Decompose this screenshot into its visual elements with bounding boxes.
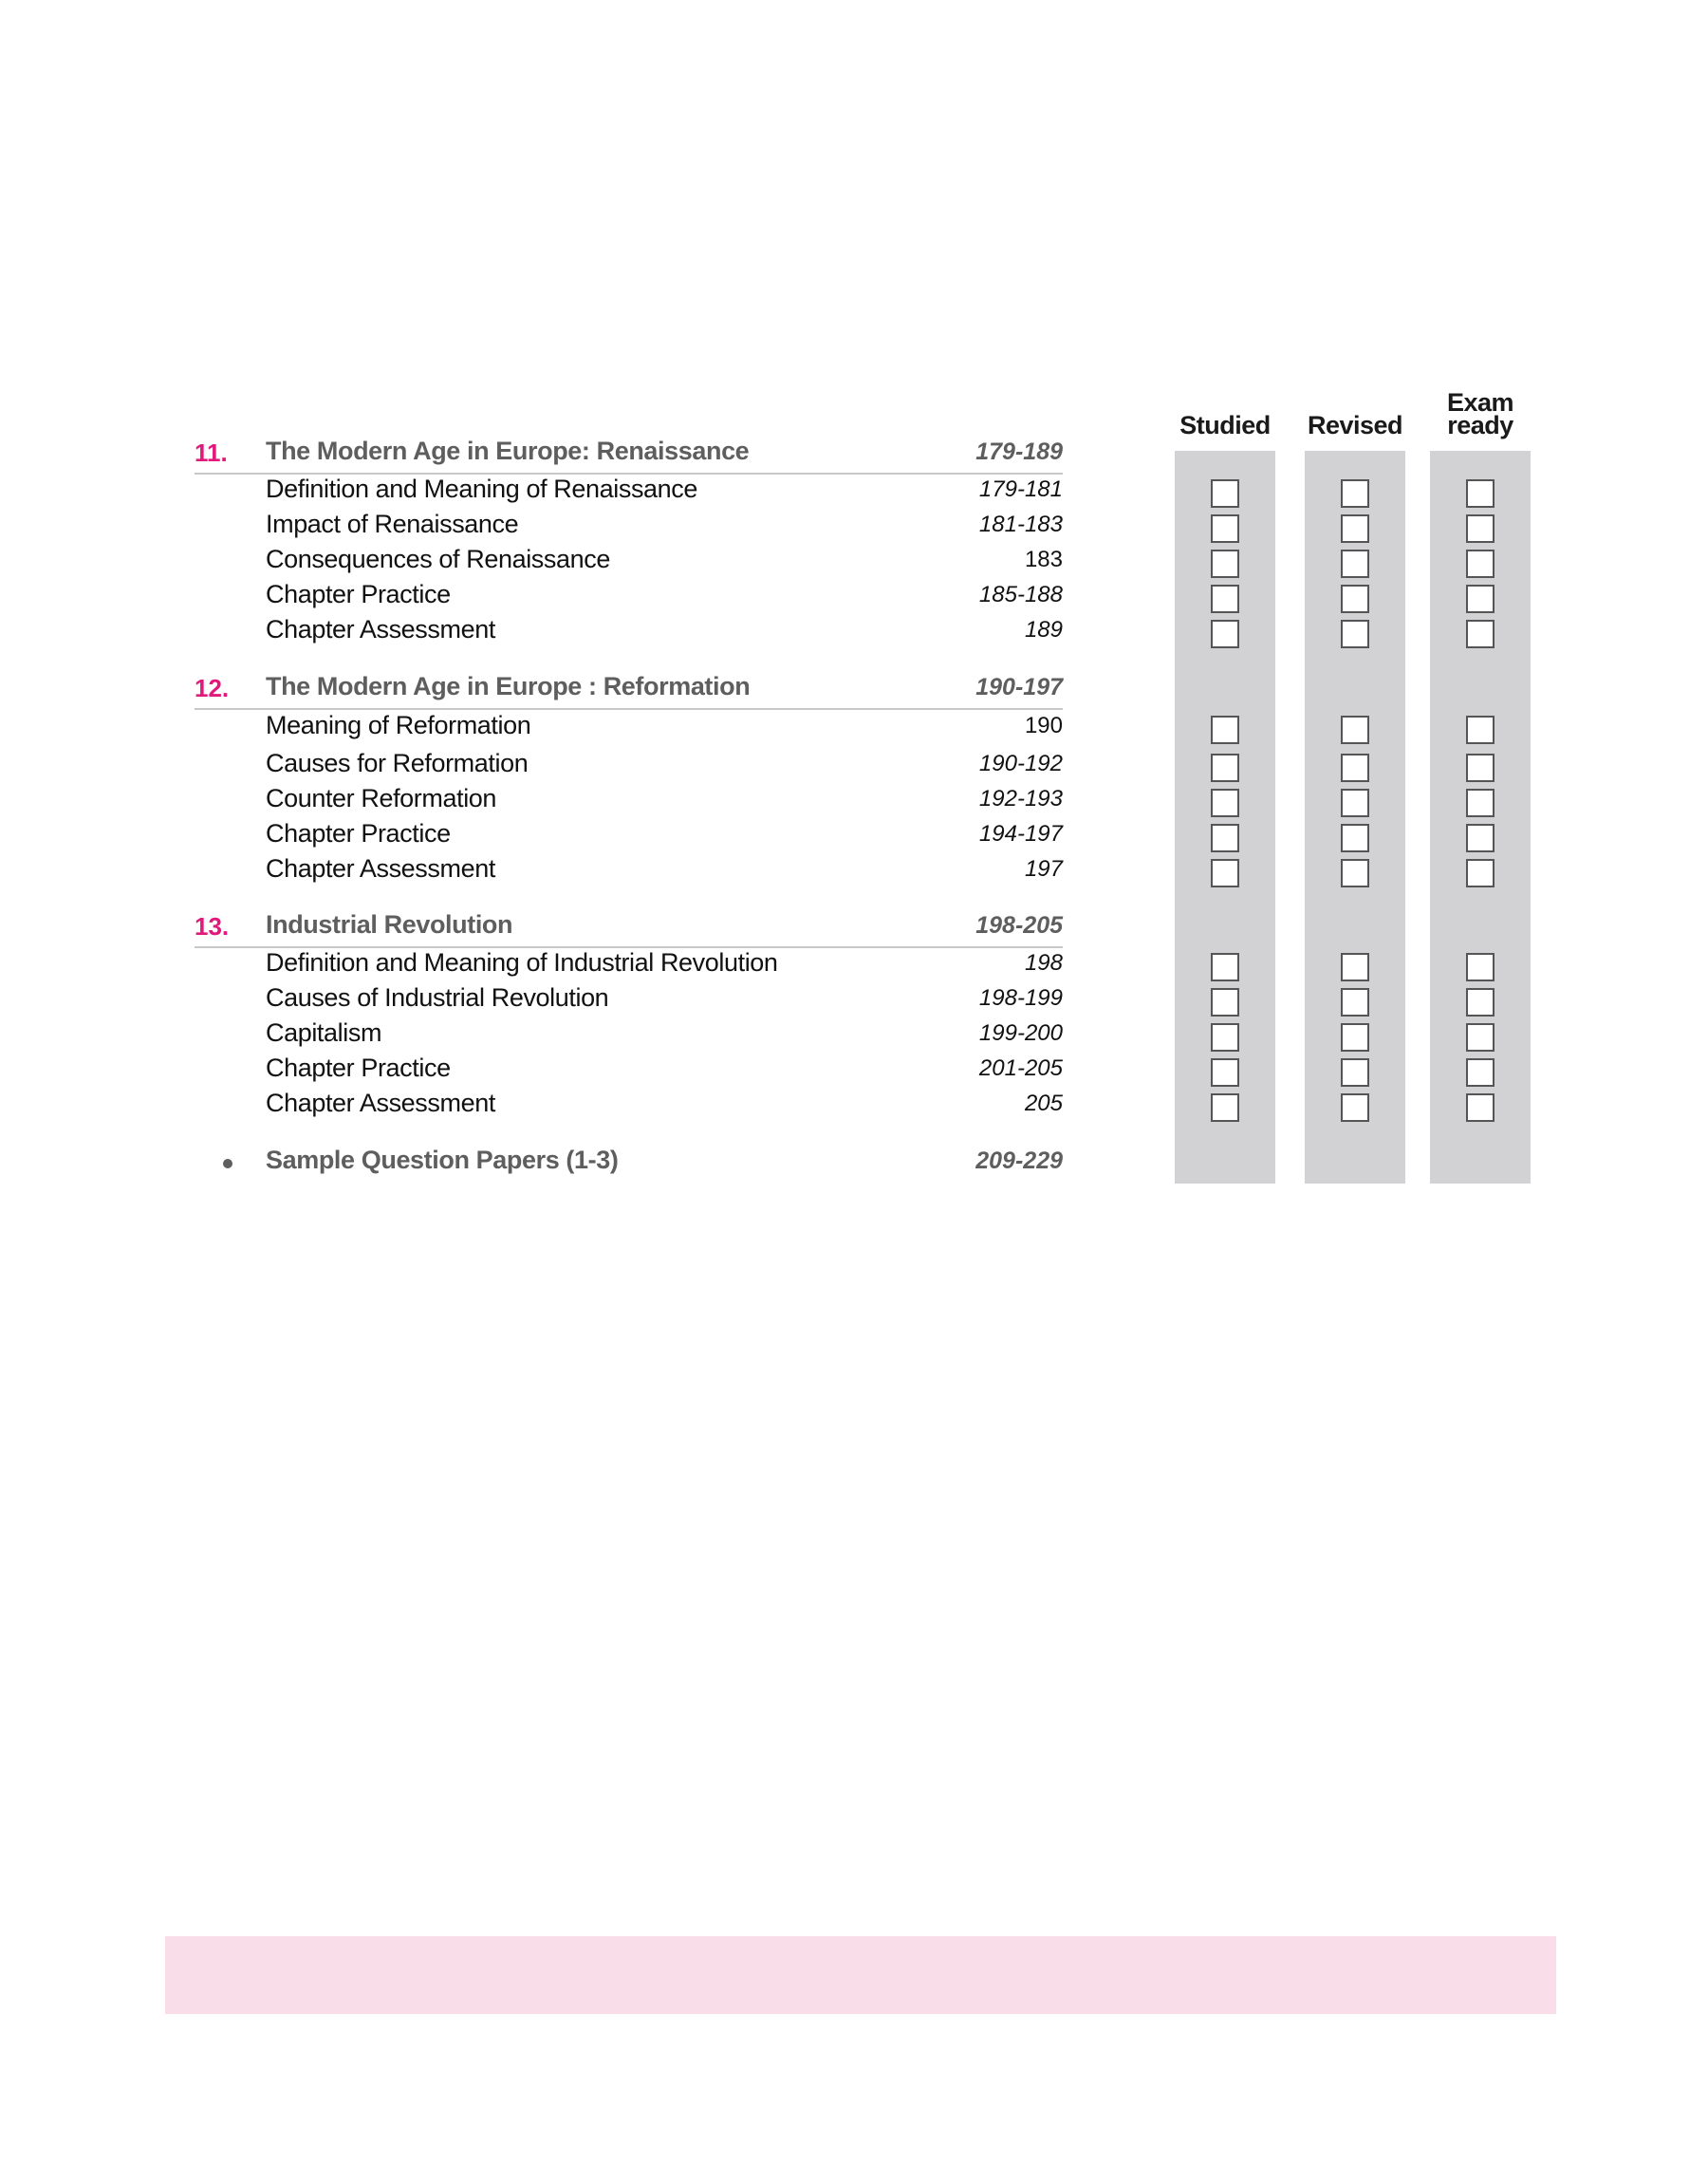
revised-checkbox[interactable]: [1341, 1093, 1369, 1122]
item-pages: 201-205: [978, 1055, 1063, 1081]
chapter-number: 12.: [195, 674, 230, 702]
sample-papers-pages: 209-229: [975, 1147, 1063, 1174]
studied-checkbox[interactable]: [1211, 716, 1239, 744]
chapter-heading-row: [195, 908, 1063, 948]
revised-checkbox[interactable]: [1341, 620, 1369, 648]
revised-checkbox[interactable]: [1341, 754, 1369, 782]
revised-checkbox[interactable]: [1341, 1058, 1369, 1087]
studied-checkbox[interactable]: [1211, 953, 1239, 981]
revised-checkbox[interactable]: [1341, 1023, 1369, 1052]
exam-ready-checkbox[interactable]: [1466, 1058, 1494, 1087]
item-title: Capitalism: [266, 1018, 382, 1047]
revised-checkbox[interactable]: [1341, 789, 1369, 817]
list-item: [266, 615, 1063, 647]
chapter-pages: 190-197: [975, 674, 1063, 700]
revised-checkbox[interactable]: [1341, 824, 1369, 852]
list-item: [266, 1089, 1063, 1121]
sample-papers-row: [195, 1146, 1063, 1178]
studied-checkbox[interactable]: [1211, 988, 1239, 1017]
revised-checkbox[interactable]: [1341, 479, 1369, 508]
revised-checkbox[interactable]: [1341, 859, 1369, 887]
exam-ready-checkbox[interactable]: [1466, 953, 1494, 981]
exam-ready-checkbox[interactable]: [1466, 620, 1494, 648]
item-title: Counter Reformation: [266, 784, 497, 812]
item-title: Causes for Reformation: [266, 749, 529, 777]
exam-ready-checkbox[interactable]: [1466, 859, 1494, 887]
item-title: Chapter Assessment: [266, 615, 495, 644]
chapter-title: The Modern Age in Europe: Renaissance: [266, 437, 750, 465]
revised-checkbox[interactable]: [1341, 988, 1369, 1017]
item-pages: 194-197: [978, 821, 1063, 847]
chapter-heading-row: [195, 670, 1063, 710]
bullet-icon: [223, 1159, 232, 1168]
revised-checkbox[interactable]: [1341, 514, 1369, 543]
list-item: [266, 475, 1063, 507]
item-pages: 183: [1024, 547, 1063, 572]
exam-ready-checkbox[interactable]: [1466, 1023, 1494, 1052]
item-title: Consequences of Renaissance: [266, 545, 610, 573]
item-pages: 199-200: [978, 1020, 1063, 1046]
list-item: [266, 510, 1063, 542]
exam-ready-checkbox[interactable]: [1466, 988, 1494, 1017]
item-pages: 198-199: [978, 985, 1063, 1011]
exam-ready-column: [1430, 451, 1531, 1184]
exam-ready-header-label: Exam ready: [1446, 388, 1514, 439]
list-item: [266, 580, 1063, 612]
footer-band: [165, 1936, 1556, 2014]
item-pages: 190: [1024, 713, 1063, 738]
exam-ready-checkbox[interactable]: [1466, 789, 1494, 817]
studied-checkbox[interactable]: [1211, 550, 1239, 578]
studied-checkbox[interactable]: [1211, 859, 1239, 887]
list-item: [266, 1018, 1063, 1051]
item-pages: 181-183: [978, 512, 1063, 537]
list-item: [266, 749, 1063, 781]
chapter-title: The Modern Age in Europe : Reformation: [266, 672, 751, 700]
studied-checkbox[interactable]: [1211, 585, 1239, 613]
item-pages: 197: [1024, 856, 1063, 882]
item-title: Chapter Practice: [266, 819, 451, 848]
exam-ready-checkbox[interactable]: [1466, 824, 1494, 852]
exam-ready-checkbox[interactable]: [1466, 716, 1494, 744]
sample-papers-title: Sample Question Papers (1-3): [266, 1146, 619, 1174]
list-item: [266, 854, 1063, 886]
item-title: Chapter Assessment: [266, 854, 495, 883]
exam-ready-checkbox[interactable]: [1466, 754, 1494, 782]
revised-checkbox[interactable]: [1341, 716, 1369, 744]
item-title: Chapter Practice: [266, 580, 451, 608]
studied-column: [1175, 451, 1275, 1184]
studied-column-header: [1175, 389, 1275, 437]
chapter-number: 11.: [195, 438, 228, 467]
studied-checkbox[interactable]: [1211, 824, 1239, 852]
studied-checkbox[interactable]: [1211, 1058, 1239, 1087]
list-item: [266, 711, 1063, 743]
studied-checkbox[interactable]: [1211, 1023, 1239, 1052]
list-item: [266, 819, 1063, 851]
item-title: Chapter Assessment: [266, 1089, 495, 1117]
studied-checkbox[interactable]: [1211, 754, 1239, 782]
studied-checkbox[interactable]: [1211, 789, 1239, 817]
exam-ready-checkbox[interactable]: [1466, 550, 1494, 578]
item-pages: 198: [1024, 950, 1063, 976]
list-item: [266, 1054, 1063, 1086]
exam-ready-column-header: [1429, 389, 1532, 437]
chapter-number: 13.: [195, 912, 230, 941]
revised-checkbox[interactable]: [1341, 550, 1369, 578]
chapter-title: Industrial Revolution: [266, 910, 513, 939]
revised-checkbox[interactable]: [1341, 953, 1369, 981]
item-pages: 192-193: [978, 786, 1063, 812]
exam-ready-checkbox[interactable]: [1466, 585, 1494, 613]
item-pages: 189: [1024, 617, 1063, 643]
exam-ready-checkbox[interactable]: [1466, 479, 1494, 508]
revised-header-label: Revised: [1307, 411, 1403, 439]
revised-column: [1305, 451, 1405, 1184]
item-title: Meaning of Reformation: [266, 711, 531, 739]
item-title: Definition and Meaning of Industrial Revolution: [266, 948, 778, 977]
studied-checkbox[interactable]: [1211, 1093, 1239, 1122]
item-pages: 205: [1024, 1091, 1063, 1116]
item-title: Impact of Renaissance: [266, 510, 519, 538]
item-pages: 185-188: [978, 582, 1063, 607]
item-pages: 190-192: [978, 751, 1063, 776]
studied-checkbox[interactable]: [1211, 514, 1239, 543]
studied-header-label: Studied: [1179, 411, 1271, 439]
chapter-pages: 179-189: [975, 438, 1063, 465]
list-item: [266, 983, 1063, 1016]
exam-ready-checkbox[interactable]: [1466, 1093, 1494, 1122]
chapter-heading-row: [195, 435, 1063, 475]
list-item: [266, 948, 1063, 980]
item-title: Chapter Practice: [266, 1054, 451, 1082]
revised-checkbox[interactable]: [1341, 585, 1369, 613]
item-title: Causes of Industrial Revolution: [266, 983, 609, 1012]
exam-ready-checkbox[interactable]: [1466, 514, 1494, 543]
studied-checkbox[interactable]: [1211, 620, 1239, 648]
list-item: [266, 784, 1063, 816]
item-title: Definition and Meaning of Renaissance: [266, 475, 697, 503]
revised-column-header: [1305, 389, 1405, 437]
list-item: [266, 545, 1063, 577]
studied-checkbox[interactable]: [1211, 479, 1239, 508]
chapter-pages: 198-205: [975, 912, 1063, 939]
item-pages: 179-181: [978, 476, 1063, 502]
